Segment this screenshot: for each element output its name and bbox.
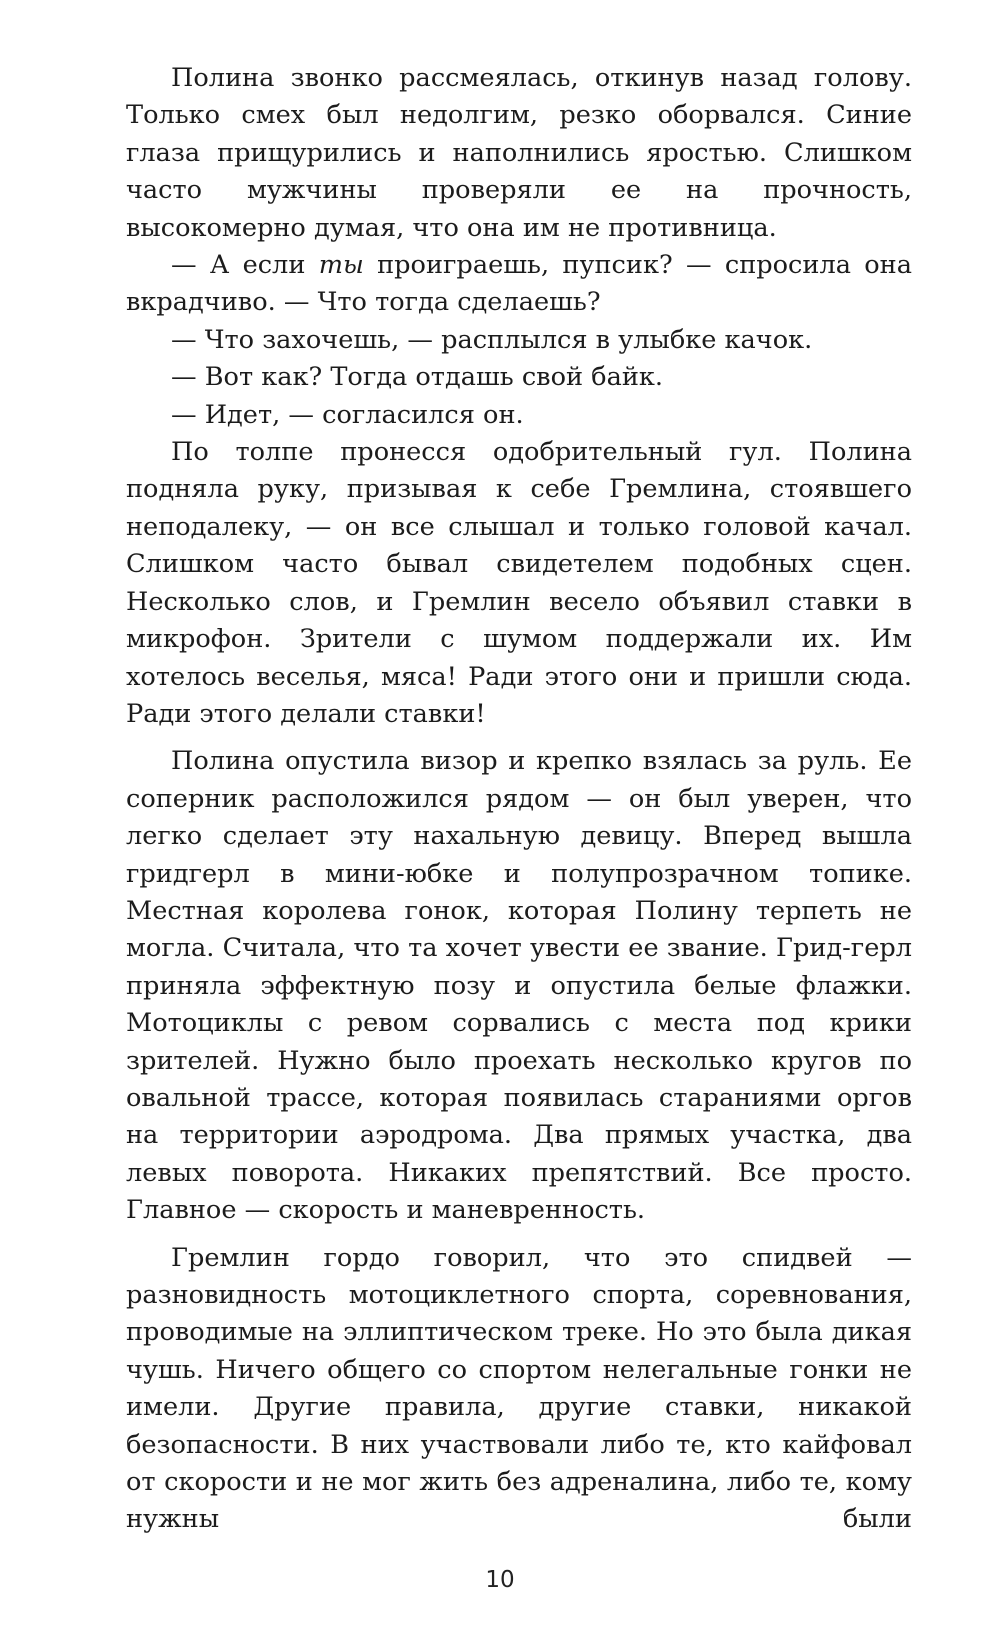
dialogue-line bbox=[126, 247, 912, 322]
paragraph: Полина звонко рассмеялась, откинув назад голову. Только смех был недолгим, резко оборвался. Синие глаза прищурились и наполнились яростью. Слишком часто мужчины проверяли ее на прочность, высокомерно думая, что она им не противница. bbox=[126, 63, 912, 243]
body-text bbox=[126, 60, 912, 1539]
paragraph: Полина опустила визор и крепко взялась за руль. Ее соперник расположился рядом — он был уверен, что легко сделает эту нахальную девицу. Вперед вышла гридгерл в мини-юбке и полупрозрачном топике. Местная королева гонок, которая Полину терпеть не могла. Считала, что та хочет увести ее звание. Грид-герл приняла эффектную позу и опустила белые флажки. Мотоциклы с ревом сорвались с места под крики зрителей. Нужно было проехать несколько кругов по овальной трассе, которая появилась стараниями оргов на территории аэродрома. Два прямых участка, два левых поворота. Никаких препятствий. Все просто. Главное — скорость и маневренность. bbox=[126, 746, 912, 1226]
emphasis-text: ты bbox=[318, 250, 364, 281]
paragraph: Гремлин гордо говорил, что это спидвей — разновидность мотоциклетного спорта, соревнования, проводимые на эллиптическом треке. Но это была дикая чушь. Ничего общего со спортом нелегальные гонки не имели. Другие правила, другие ставки, никакой безопасности. В них участвовали либо те, кто кайфовал от скорости и не мог жить без адреналина, либо те, кому нужны были bbox=[126, 1242, 912, 1535]
dialogue-line: — Идет, — согласился он. bbox=[171, 399, 524, 430]
dialogue-line: — Что захочешь, — расплылся в улыбке качок. bbox=[171, 324, 813, 355]
paragraph: По толпе пронесся одобрительный гул. Полина подняла руку, призывая к себе Гремлина, стоявшего неподалеку, — он все слышал и только головой качал. Слишком часто бывал свидетелем подобных сцен. Несколько слов, и Гремлин весело объявил ставки в микрофон. Зрители с шумом поддержали их. Им хотелось веселья, мяса! Ради этого они и пришли сюда. Ради этого делали ставки! bbox=[126, 437, 912, 729]
dialogue-line: — Вот как? Тогда отдашь свой байк. bbox=[171, 362, 664, 393]
dialogue-text: — А если bbox=[171, 250, 319, 281]
page-number: 10 bbox=[485, 1567, 515, 1593]
dialogue-text: проиграешь, пупсик? — спросила она вкрадчиво. — Что тогда сделаешь? bbox=[126, 250, 912, 318]
